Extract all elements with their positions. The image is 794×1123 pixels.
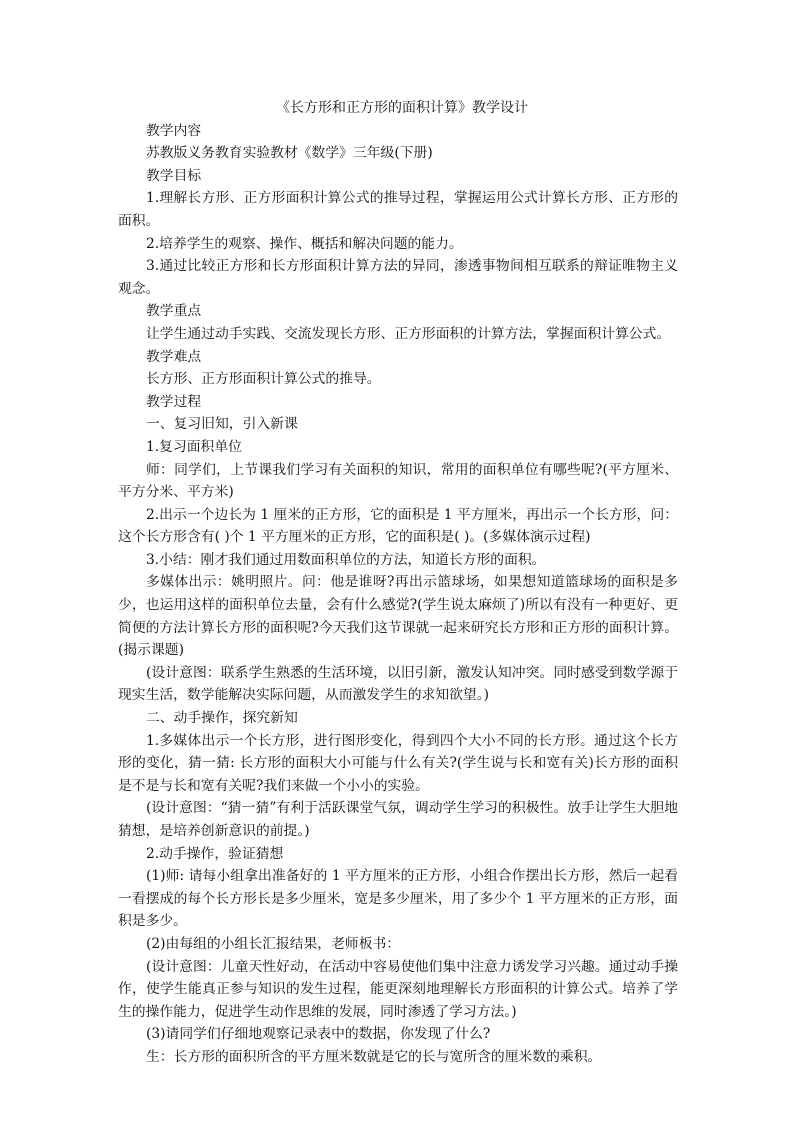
paragraph-difficulty: 长方形、正方形面积计算公式的推导。	[146, 371, 381, 388]
paragraph-difficulty-heading: 教学难点	[146, 348, 202, 365]
paragraph-content-heading: 教学内容	[146, 122, 202, 139]
paragraph-rectangle-change: 1.多媒体出示一个长方形，进行图形变化，得到四个大小不同的长方形。通过这个长方形的变化，猜一猜: 长方形的面积大小可能与什么有关?(学生说与长和宽有关)长方形的面积是不是与长和宽有关呢?我们来做一个小小的实验。	[118, 732, 678, 794]
paragraph-design-intent-3: (设计意图：儿童天性好动，在活动中容易使他们集中注意力诱发学习兴趣。通过动手操作，使学生能真正参与知识的发生过程，能更深刻地理解长方形面积的计算公式。培养了学生的操作能力，促进学生动作思维的发展，同时渗透了学习方法。)	[118, 958, 678, 1020]
paragraph-design-intent-1: (设计意图：联系学生熟悉的生活环境，以旧引新，激发认知冲突。同时感受到数学源于现实生活，数学能解决实际问题，从而激发学生的求知欲望。)	[118, 664, 678, 704]
paragraph-process-heading: 教学过程	[146, 393, 202, 410]
paragraph-design-intent-2: (设计意图：“猜一猜”有利于活跃课堂气氛，调动学生学习的积极性。放手让学生大胆地猜想，是培养创新意识的前提。)	[118, 800, 678, 839]
paragraph-step-1: (1)师: 请每小组拿出准备好的 1 平方厘米的正方形，小组合作摆出长方形，然后一起看一看摆成的每个长方形长是多少厘米，宽是多少厘米，用了多少个 1 平方厘米的正方形，面积是多少。	[118, 868, 678, 930]
paragraph-square-demo: 2.出示一个边长为 1 厘米的正方形，它的面积是 1 平方厘米，再出示一个长方形，问：这个长方形含有( )个 1 平方厘米的正方形，它的面积是( )。(多媒体演示过程)	[118, 506, 678, 546]
paragraph-review-units: 1.复习面积单位	[146, 438, 242, 455]
paragraph-student-answer: 生：长方形的面积所含的平方厘米数就是它的长与宽所含的厘米数的乘积。	[146, 1048, 602, 1065]
paragraph-hands-on: 2.动手操作，验证猜想	[146, 845, 284, 862]
paragraph-goal-2: 2.培养学生的观察、操作、概括和解决问题的能力。	[146, 235, 463, 252]
paragraph-teacher-question: 师：同学们，上节课我们学习有关面积的知识，常用的面积单位有哪些呢?(平方厘米、平方分米、平方米)	[118, 461, 678, 501]
paragraph-goal-1: 1.理解长方形、正方形面积计算公式的推导过程，掌握运用公式计算长方形、正方形的面积。	[118, 190, 678, 229]
paragraph-key-point-heading: 教学重点	[146, 303, 202, 320]
paragraph-key-point: 让学生通过动手实践、交流发现长方形、正方形面积的计算方法，掌握面积计算公式。	[146, 325, 671, 342]
paragraph-step-3: (3)请同学们仔细地观察记录表中的数据，你发现了什么?	[146, 1026, 491, 1043]
paragraph-goal-3: 3.通过比较正方形和长方形面积计算方法的异同，渗透事物间相互联系的辩证唯物主义观念。	[118, 258, 678, 297]
paragraph-step-2: (2)由每组的小组长汇报结果，老师板书：	[146, 935, 401, 952]
paragraph-goals-heading: 教学目标	[146, 167, 202, 184]
document-body	[118, 97, 678, 1069]
document-title: 《长方形和正方形的面积计算》教学设计	[276, 100, 528, 116]
paragraph-section-2: 二、动手操作，探究新知	[146, 710, 298, 727]
paragraph-section-1: 一、复习旧知，引入新课	[146, 416, 298, 433]
paragraph-summary: 3.小结：刚才我们通过用数面积单位的方法，知道长方形的面积。	[146, 551, 546, 568]
paragraph-textbook: 苏教版义务教育实验教材《数学》三年级(下册)	[146, 145, 433, 162]
paragraph-multimedia: 多媒体出示：姚明照片。问：他是谁呀?再出示篮球场，如果想知道篮球场的面积是多少，也运用这样的面积单位去量，会有什么感觉?(学生说太麻烦了)所以有没有一种更好、更简便的方法计算长方形的面积呢?今天我们这节课就一起来研究长方形和正方形的面积计算。(揭示课题)	[118, 574, 678, 659]
